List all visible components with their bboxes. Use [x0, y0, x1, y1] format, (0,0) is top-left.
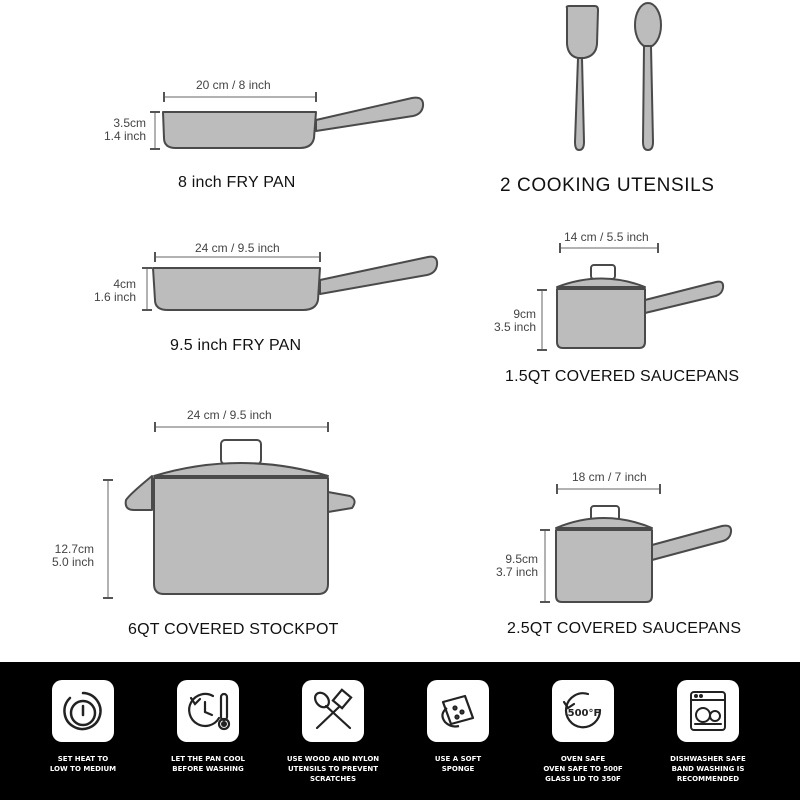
dishwasher-icon: [677, 680, 739, 742]
care-caption-line: BAND WASHING IS RECOMMENDED: [671, 765, 745, 783]
fry-pan-8-illustration: [163, 98, 423, 148]
sponge-icon: [427, 680, 489, 742]
utensils-icon: [302, 680, 364, 742]
care-caption-line: BEFORE WASHING: [172, 765, 244, 773]
fry-pan-8-width: 20 cm / 8 inch: [196, 78, 271, 92]
stockpot-label: 6QT COVERED STOCKPOT: [128, 621, 339, 638]
fry-pan-95-illustration: [153, 257, 437, 310]
height-cm: 9.5cm: [505, 552, 538, 566]
care-item-utensils: [268, 680, 398, 784]
saucepan-15-illustration: [557, 265, 723, 348]
fry-pan-95-height: [78, 278, 136, 304]
height-cm: 3.5cm: [113, 116, 146, 130]
care-caption-line: OVEN SAFE TO 500F: [543, 765, 623, 773]
utensils-label: 2 COOKING UTENSILS: [500, 175, 715, 196]
saucepan-25-width: 18 cm / 7 inch: [572, 470, 647, 484]
oven-500f-icon: [552, 680, 614, 742]
height-in: 1.6 inch: [93, 290, 136, 304]
saucepan-15-height: [478, 308, 536, 334]
care-item-cool: [143, 680, 273, 774]
height-in: 3.7 inch: [495, 565, 538, 579]
care-caption-line: USE A SOFT: [434, 755, 482, 763]
care-caption-line: USE WOOD AND NYLON: [286, 755, 380, 763]
cooling-clock-icon: [177, 680, 239, 742]
care-caption-line: UTENSILS TO PREVENT SCRATCHES: [288, 765, 378, 783]
utensils-illustration: [567, 3, 661, 150]
stockpot-height: [30, 543, 94, 569]
height-cm: 9cm: [513, 307, 536, 321]
saucepan-25-height: [480, 553, 538, 579]
height-in: 1.4 inch: [103, 129, 146, 143]
height-cm: 4cm: [113, 277, 136, 291]
fry-pan-95-width: 24 cm / 9.5 inch: [195, 241, 280, 255]
saucepan-25-label: 2.5QT COVERED SAUCEPANS: [507, 620, 742, 637]
saucepan-15-label: 1.5QT COVERED SAUCEPANS: [505, 368, 740, 385]
care-item-oven: [518, 680, 648, 784]
height-in: 5.0 inch: [51, 555, 94, 569]
stockpot-illustration: [126, 440, 355, 594]
care-caption-line: LET THE PAN COOL: [170, 755, 245, 763]
fry-pan-8-height: [88, 117, 146, 143]
care-caption-line: GLASS LID TO 350F: [545, 775, 621, 783]
fry-pan-8-label: 8 inch FRY PAN: [178, 174, 296, 191]
fry-pan-95-label: 9.5 inch FRY PAN: [170, 337, 302, 354]
height-in: 3.5 inch: [493, 320, 536, 334]
care-caption-line: LOW TO MEDIUM: [49, 765, 117, 773]
care-item-dishwasher: [643, 680, 773, 784]
oven-temp-badge: 500°F: [567, 708, 601, 719]
height-cm: 12.7cm: [54, 542, 94, 556]
stockpot-width: 24 cm / 9.5 inch: [187, 408, 272, 422]
dial-icon: [52, 680, 114, 742]
care-caption-line: OVEN SAFE: [560, 755, 606, 763]
care-caption-line: SET HEAT TO: [57, 755, 109, 763]
care-caption-line: SPONGE: [441, 765, 475, 773]
care-item-sponge: [393, 680, 523, 774]
care-item-heat: [18, 680, 148, 774]
saucepan-25-illustration: [556, 506, 731, 602]
saucepan-15-width: 14 cm / 5.5 inch: [564, 230, 649, 244]
care-caption-line: DISHWASHER SAFE: [670, 755, 746, 763]
